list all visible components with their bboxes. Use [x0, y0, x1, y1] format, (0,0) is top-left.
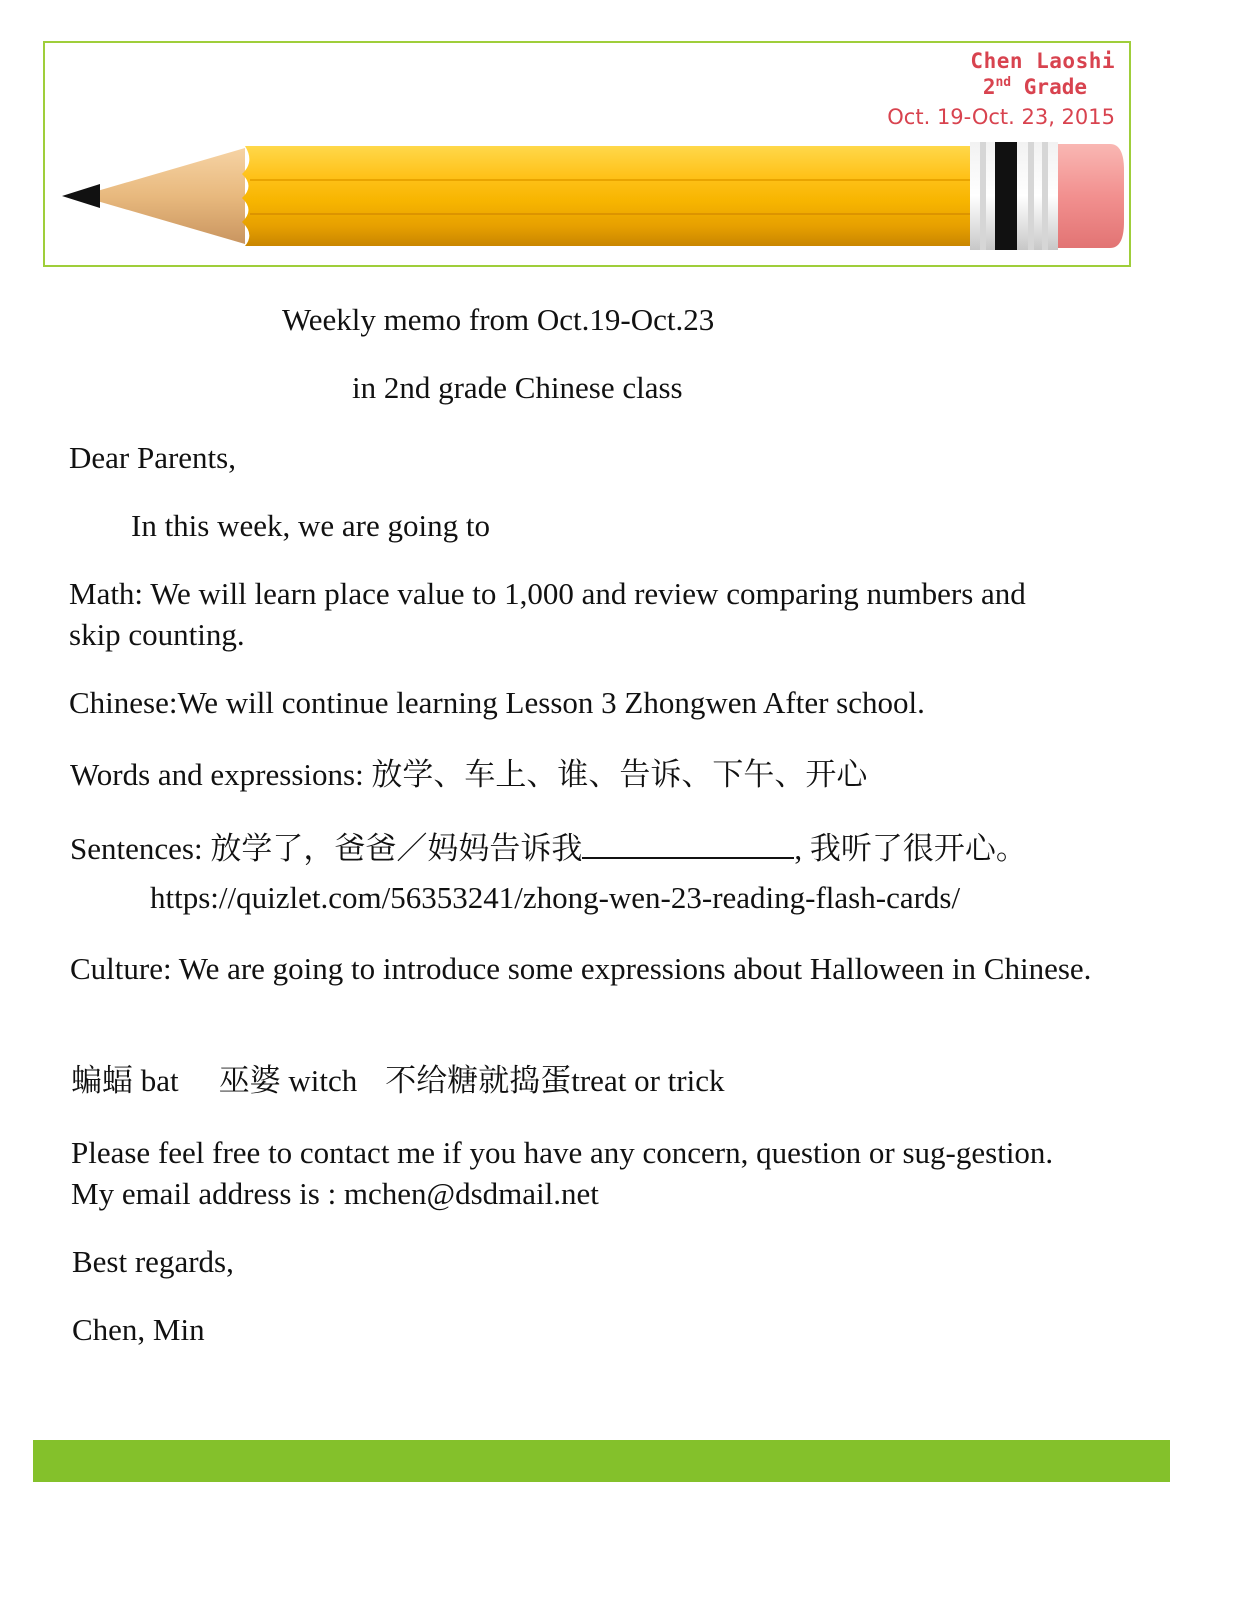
sentence-end: , 我听了很开心。 — [794, 831, 1027, 866]
quizlet-link[interactable]: https://quizlet.com/56353241/zhong-wen-23-reading-flash-cards/ — [150, 880, 961, 915]
week-dates: Oct. 19-Oct. 23, 2015 — [887, 105, 1115, 129]
grade-label — [887, 74, 1115, 100]
chinese-paragraph: Chinese:We will continue learning Lesson 3 Zhongwen After school. — [69, 685, 925, 720]
halloween-vocab — [71, 1060, 1111, 1101]
grade-suffix: nd — [995, 75, 1012, 90]
fill-in-blank — [582, 831, 794, 859]
culture-paragraph: Culture: We are going to introduce some expressions about Halloween in Chinese. — [70, 951, 1092, 986]
vocab-witch: 巫婆 witch — [218, 1063, 358, 1098]
vocab-treat-or-trick: 不给糖就捣蛋treat or trick — [385, 1063, 725, 1098]
pencil-icon — [60, 140, 1125, 252]
sentence-start: Sentences: 放学了，爸爸／妈妈告诉我 — [70, 831, 583, 866]
header-info — [887, 48, 1115, 132]
contact-paragraph: Please feel free to contact me if you have any concern, question or sug-gestion. My email address is : mchen@dsdmail.net — [71, 1135, 1054, 1211]
grade-word: Grade — [1023, 75, 1087, 99]
memo-subtitle: in 2nd grade Chinese class — [352, 370, 683, 405]
grade-number: 2 — [982, 75, 996, 99]
closing: Best regards, — [72, 1244, 234, 1279]
greeting: Dear Parents, — [69, 440, 236, 475]
memo-title: Weekly memo from Oct.19-Oct.23 — [282, 302, 715, 337]
sentences-paragraph — [70, 828, 1080, 869]
math-paragraph: Math: We will learn place value to 1,000 and review comparing numbers and skip counting. — [69, 576, 1026, 652]
intro-line: In this week, we are going to — [131, 508, 490, 543]
vocab-bat: 蝙蝠 bat — [71, 1063, 179, 1098]
words-expressions: Words and expressions: 放学、车上、谁、告诉、下午、开心 — [70, 757, 868, 792]
teacher-name: Chen Laoshi — [970, 49, 1115, 73]
footer-bar — [33, 1440, 1170, 1482]
signature: Chen, Min — [72, 1312, 205, 1347]
